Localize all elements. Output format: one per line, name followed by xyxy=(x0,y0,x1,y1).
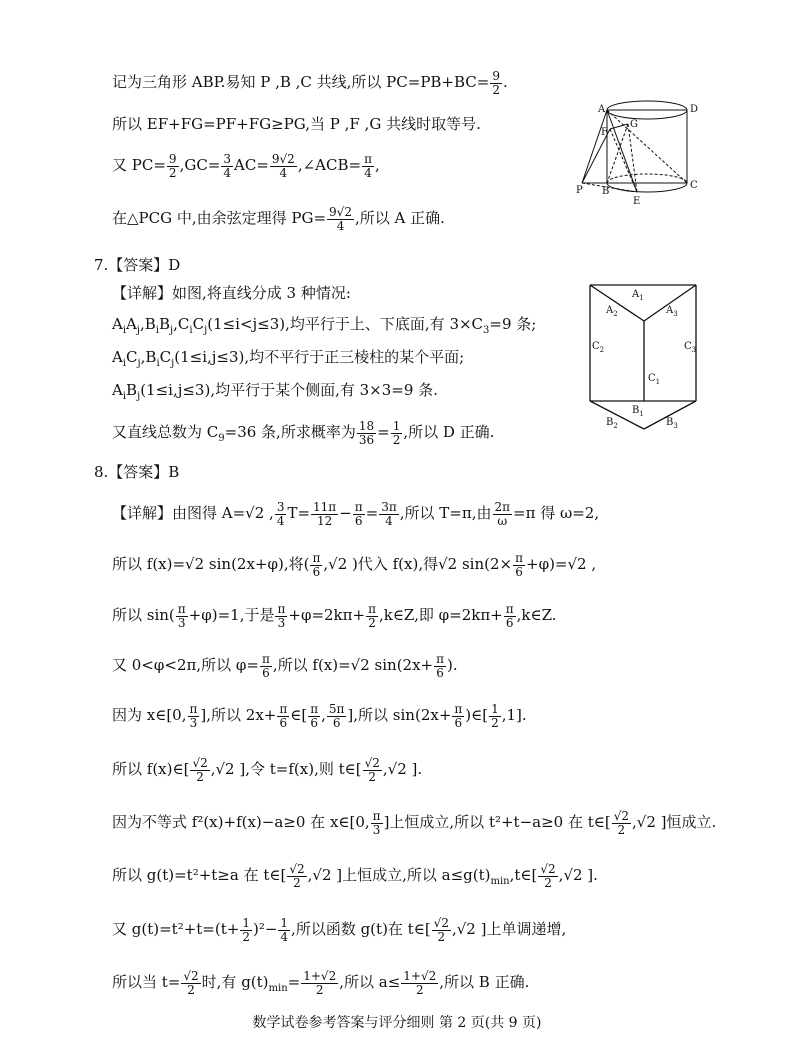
label-F: F xyxy=(601,127,608,138)
label-B2: $B_2$ xyxy=(606,417,618,430)
label-B1: $B_1$ xyxy=(632,405,644,418)
question-8-answer: 8.【答案】B xyxy=(94,463,180,481)
fraction: $\frac{3}{4}$ xyxy=(276,500,285,528)
fraction: $\frac{\pi}{3}$ xyxy=(177,602,186,630)
fraction: $\frac{√2}{2}$ xyxy=(183,969,199,997)
text-line: 又 g(t)=t²+t=(t+ $\frac{1}{2}$ )²− $\frac{1}{4}$ ,所以函数 g(t)在 t∈[ $\frac{√2}{2}$ ,√2 ]上单调递增, xyxy=(112,916,567,944)
fraction: $\frac{11\pi}{12}$ xyxy=(313,500,337,528)
fraction: $\frac{\pi}{3}$ xyxy=(189,702,198,730)
fraction: $\frac{2\pi}{\omega}$ xyxy=(494,500,511,528)
fraction: $\frac{\pi}{6}$ xyxy=(515,551,523,579)
fraction: $\frac{18}{36}$ xyxy=(358,419,375,447)
text: 记为三角形 ABP.易知 P ,B ,C 共线,所以 PC=PB+BC= xyxy=(112,73,490,92)
fraction: $\frac{\pi}{6}$ xyxy=(310,702,319,730)
label-B3: $B_3$ xyxy=(666,417,678,430)
text-line: 因为不等式 f²(x)+f(x)−a≥0 在 x∈[0, $\frac{\pi}{3}$ ]上恒成立,所以 t²+t−a≥0 在 t∈[ $\frac{√2}{2}$ ,√2 ]恒成立. xyxy=(112,809,717,837)
fraction: $\frac{\pi}{2}$ xyxy=(368,602,376,630)
cylinder-figure xyxy=(570,94,700,208)
fraction: $\frac{\pi}{6}$ xyxy=(354,500,363,528)
line-PA xyxy=(582,110,607,183)
page-footer: 数学试卷参考答案与评分细则 第 2 页(共 9 页) xyxy=(252,1015,542,1031)
text-line: 在△PCG 中,由余弦定理得 PG= $\frac{9√2}{4}$ ,所以 A 正确. xyxy=(112,205,445,233)
fraction: $\frac{3}{4}$ xyxy=(223,152,231,180)
text-line xyxy=(112,117,481,132)
fraction: $\frac{9}{2}$ xyxy=(168,152,177,180)
text-line: $A_iA_j,B_iB_j,C_iC_j(1\le i<j\le 3)$,均平行于上、下底面,有 $3\times C_3=9$ 条; xyxy=(112,315,537,336)
bottom-back-arc xyxy=(607,174,687,183)
text-line: 又直线总数为 $C_9=36$ 条,所求概率为 $\frac{18}{36}$ = $\frac{1}{2}$ ,所以 D 正确. xyxy=(112,419,495,447)
text-line: 【详解】由图得 A=√2 , $\frac{3}{4}$ T= $\frac{11\pi}{12}$ − $\frac{\pi}{6}$ = $\frac{3\pi}{4}$ ,所以 T=π,由 $\frac{2\pi}{\omega}$ =π 得 ω=2, xyxy=(112,500,600,528)
fraction: $\frac{\pi}{3}$ xyxy=(277,602,286,630)
label-C1: $C_1$ xyxy=(648,373,661,386)
fraction: $\frac{√2}{2}$ xyxy=(540,862,556,890)
fraction: $\frac{1}{2}$ xyxy=(491,702,499,730)
fraction: $\frac{9}{2}$ xyxy=(492,69,500,97)
label-B: B xyxy=(602,186,610,197)
fraction: $\frac{√2}{2}$ xyxy=(364,756,380,784)
fraction: $\frac{\pi}{4}$ xyxy=(364,152,372,180)
question-7-answer: 7.【答案】D xyxy=(94,256,181,274)
label-A3: $A_3$ xyxy=(666,305,678,318)
fraction: $\frac{√2}{2}$ xyxy=(613,809,630,837)
text-line: 所以 f(x)∈[ $\frac{√2}{2}$ ,√2 ],令 t=f(x),则 t∈[ $\frac{√2}{2}$ ,√2 ]. xyxy=(112,756,423,784)
text: 所以 EF+FG=PF+FG≥PG,当 P ,F ,G 共线时取等号. xyxy=(112,115,481,133)
fraction: $\frac{\pi}{6}$ xyxy=(279,702,288,730)
text-line: 又 0<φ<2π,所以 φ= $\frac{\pi}{6}$ ,所以 f(x)=√2 sin(2x+ $\frac{\pi}{6}$ ). xyxy=(112,652,458,680)
fraction: $\frac{1}{4}$ xyxy=(280,916,289,944)
fraction: $\frac{9√2}{4}$ xyxy=(329,205,352,233)
fraction: $\frac{\pi}{6}$ xyxy=(261,652,270,680)
text-line: $A_iC_j,B_iC_j(1\le i,j\le 3)$,均不平行于正三棱柱的某个平面; xyxy=(112,348,465,369)
line-GB xyxy=(607,124,628,183)
fraction: $\frac{5\pi}{6}$ xyxy=(328,702,345,730)
fraction: $\frac{\pi}{6}$ xyxy=(505,602,514,630)
text-line: 所以 g(t)=t²+t≥a 在 t∈[ $\frac{√2}{2}$ ,√2 ]上恒成立,所以 $a\le g(t)_{min},t\in$[ $\frac{√2}{2}$ ,√2 ]. xyxy=(112,862,598,890)
fraction: $\frac{1+√2}{2}$ xyxy=(303,969,337,997)
fraction: $\frac{\pi}{6}$ xyxy=(454,702,463,730)
label-C: C xyxy=(690,180,698,191)
fraction: $\frac{√2}{2}$ xyxy=(192,756,208,784)
fraction: $\frac{\pi}{3}$ xyxy=(372,809,381,837)
label-E: E xyxy=(633,196,641,207)
label-A2: $A_2$ xyxy=(606,305,618,318)
label-G: G xyxy=(630,119,638,130)
label-C2: $C_2$ xyxy=(592,341,605,354)
text-line: 所以 f(x)=√2 sin(2x+φ),将( $\frac{\pi}{6}$ ,√2 )代入 f(x),得√2 sin(2× $\frac{\pi}{6}$ +φ)=√2 , xyxy=(112,551,597,579)
fraction: $\frac{\pi}{6}$ xyxy=(436,652,445,680)
text-line: 记为三角形 ABP.易知 P ,B ,C 共线,所以 PC=PB+BC= $\frac{9}{2}$ . xyxy=(112,69,508,97)
fraction: $\frac{1}{2}$ xyxy=(242,916,250,944)
label-D: D xyxy=(690,104,699,115)
text-line: 又 PC= $\frac{9}{2}$ ,GC= $\frac{3}{4}$ AC= $\frac{9√2}{4}$ ,∠ACB= $\frac{\pi}{4}$ , xyxy=(112,152,380,180)
line-PE xyxy=(582,183,637,192)
text-line: 【详解】如图,将直线分成 3 种情况: xyxy=(112,284,351,302)
bottom-front-arc xyxy=(607,183,687,192)
prism-figure xyxy=(580,279,710,435)
label-A: A xyxy=(598,104,606,115)
fraction: $\frac{3\pi}{4}$ xyxy=(381,500,397,528)
fraction: $\frac{1}{2}$ xyxy=(392,419,401,447)
label-P: P xyxy=(576,185,583,196)
fraction: $\frac{√2}{2}$ xyxy=(289,862,305,890)
line-AC xyxy=(607,110,687,183)
fraction: $\frac{√2}{2}$ xyxy=(433,916,449,944)
fraction: $\frac{1+√2}{2}$ xyxy=(403,969,437,997)
text-line: 所以当 t= $\frac{√2}{2}$ 时,有 $g(t)_{min}=$ $\frac{1+√2}{2}$ ,所以 a≤ $\frac{1+√2}{2}$ ,所以 B 正确. xyxy=(112,969,530,997)
fraction: $\frac{9√2}{4}$ xyxy=(271,152,295,180)
label-C3: $C_3$ xyxy=(684,341,697,354)
text-line: 因为 x∈[0, $\frac{\pi}{3}$ ],所以 2x+ $\frac{\pi}{6}$ ∈[ $\frac{\pi}{6}$ , $\frac{5\pi}{6}$ ],所以 sin(2x+ $\frac{\pi}{6}$ )∈[ $\frac{1}{2}$ ,1]. xyxy=(112,702,527,730)
fraction: $\frac{\pi}{6}$ xyxy=(312,551,321,579)
label-A1: $A_1$ xyxy=(632,289,644,302)
text-line: 所以 sin( $\frac{\pi}{3}$ +φ)=1,于是 $\frac{\pi}{3}$ +φ=2kπ+ $\frac{\pi}{2}$ ,k∈Z,即 φ=2kπ+ $\frac{\pi}{6}$ ,k∈Z. xyxy=(112,602,557,630)
text-line: $A_iB_j(1\le i,j\le 3)$,均平行于某个侧面,有 3×3=9 条. xyxy=(112,381,438,402)
